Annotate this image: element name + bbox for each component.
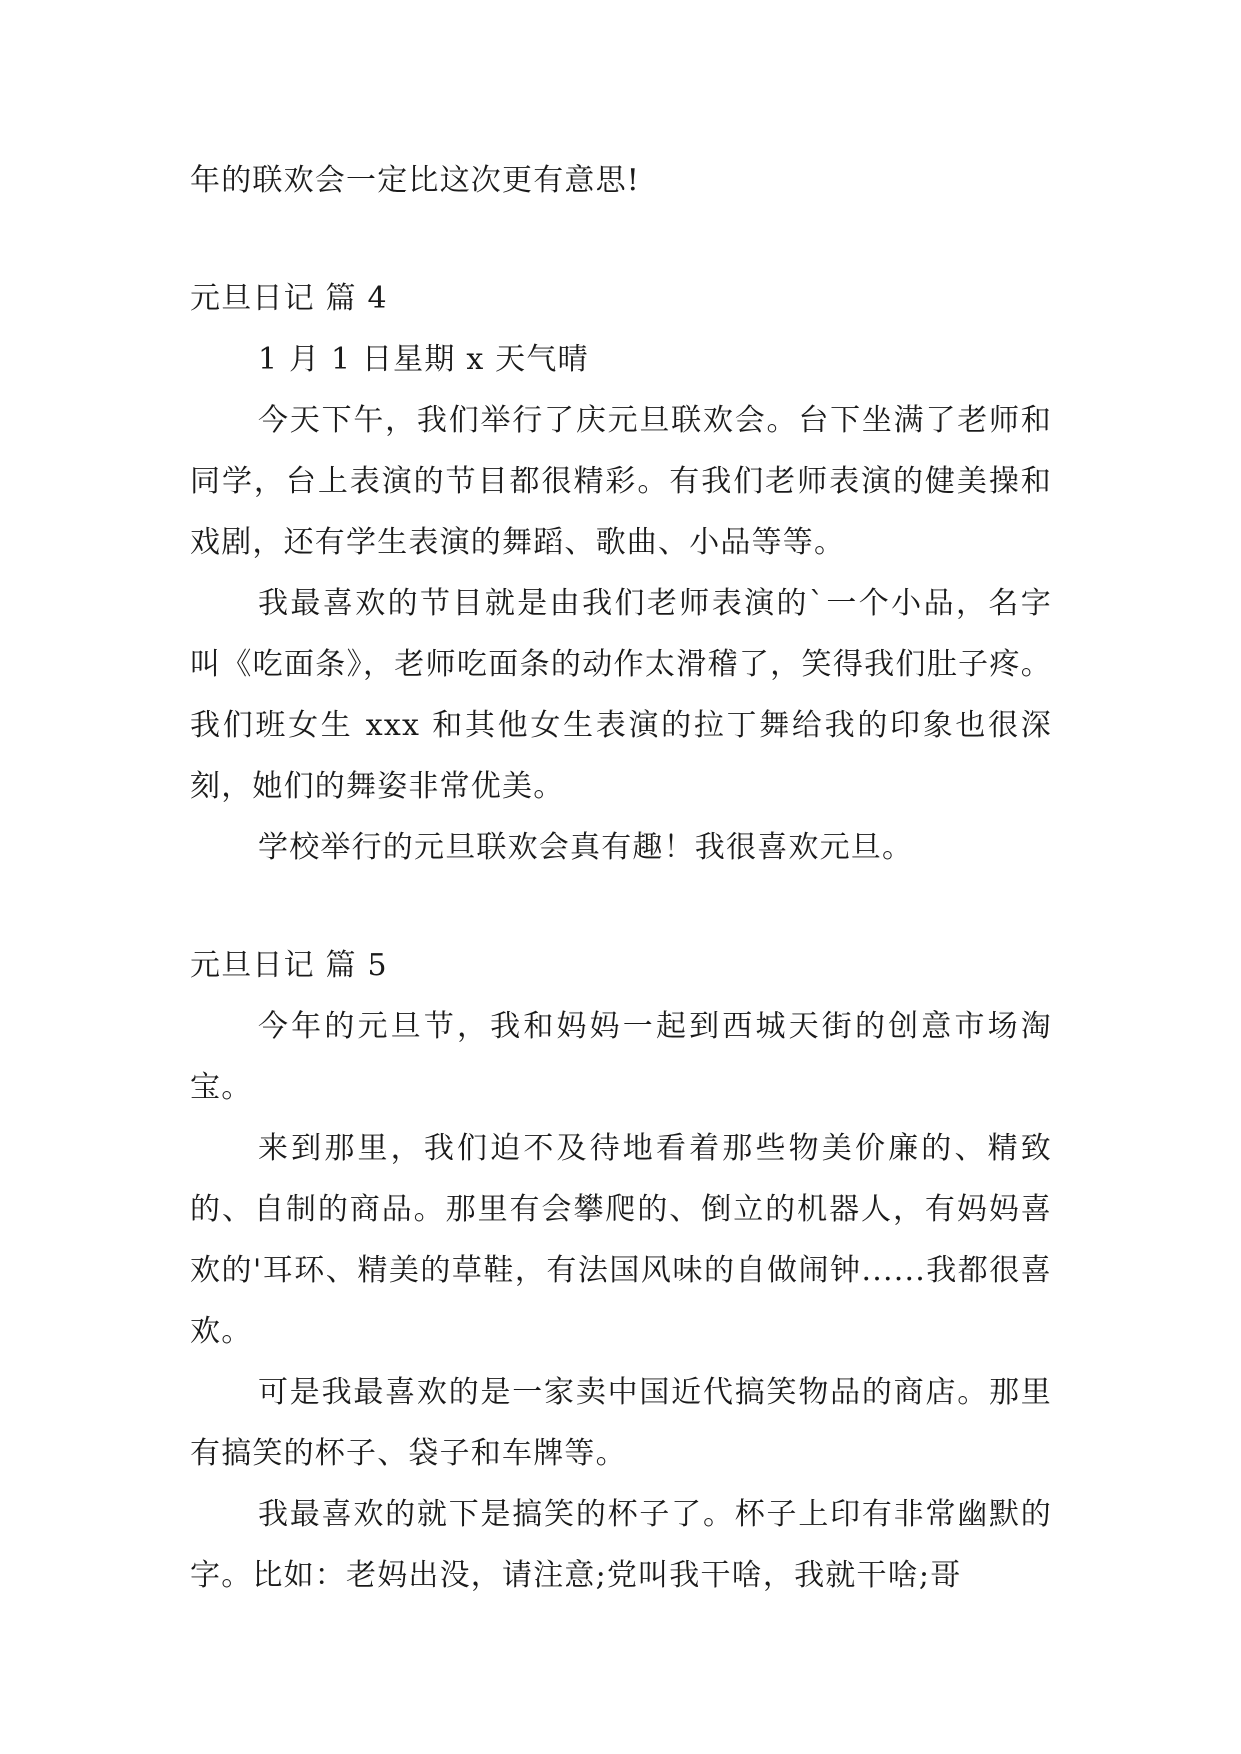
paragraph: 我最喜欢的节目就是由我们老师表演的`一个小品，名字叫《吃面条》，老师吃面条的动作太滑稽了，笑得我们肚子疼。我们班女生 xxx 和其他女生表演的拉丁舞给我的印象也很深刻，她们的舞姿非常优美。 bbox=[190, 586, 1052, 804]
paragraph: 可是我最喜欢的是一家卖中国近代搞笑物品的商店。那里有搞笑的杯子、袋子和车牌等。 bbox=[190, 1375, 1052, 1471]
paragraph: 今年的元旦节，我和妈妈一起到西城天街的创意市场淘宝。 bbox=[190, 1009, 1052, 1105]
diary-date: 1 月 1 日星期 x 天气晴 bbox=[258, 342, 589, 377]
document-body bbox=[190, 150, 1052, 1606]
paragraph: 来到那里，我们迫不及待地看着那些物美价廉的、精致的、自制的商品。那里有会攀爬的、倒立的机器人，有妈妈喜欢的'耳环、精美的草鞋，有法国风味的自做闹钟......我都很喜欢。 bbox=[190, 1131, 1052, 1349]
paragraph: 学校举行的元旦联欢会真有趣！我很喜欢元旦。 bbox=[258, 830, 914, 865]
paragraph: 我最喜欢的就下是搞笑的杯子了。杯子上印有非常幽默的字。比如：老妈出没，请注意;党叫我干啥，我就干啥;哥 bbox=[190, 1497, 1052, 1593]
section-heading-5: 元旦日记 篇 5 bbox=[190, 948, 388, 983]
continuation-text: 年的联欢会一定比这次更有意思! bbox=[190, 163, 641, 198]
section-heading-4: 元旦日记 篇 4 bbox=[190, 281, 388, 316]
paragraph: 今天下午，我们举行了庆元旦联欢会。台下坐满了老师和同学，台上表演的节目都很精彩。有我们老师表演的健美操和戏剧，还有学生表演的舞蹈、歌曲、小品等等。 bbox=[190, 403, 1052, 560]
